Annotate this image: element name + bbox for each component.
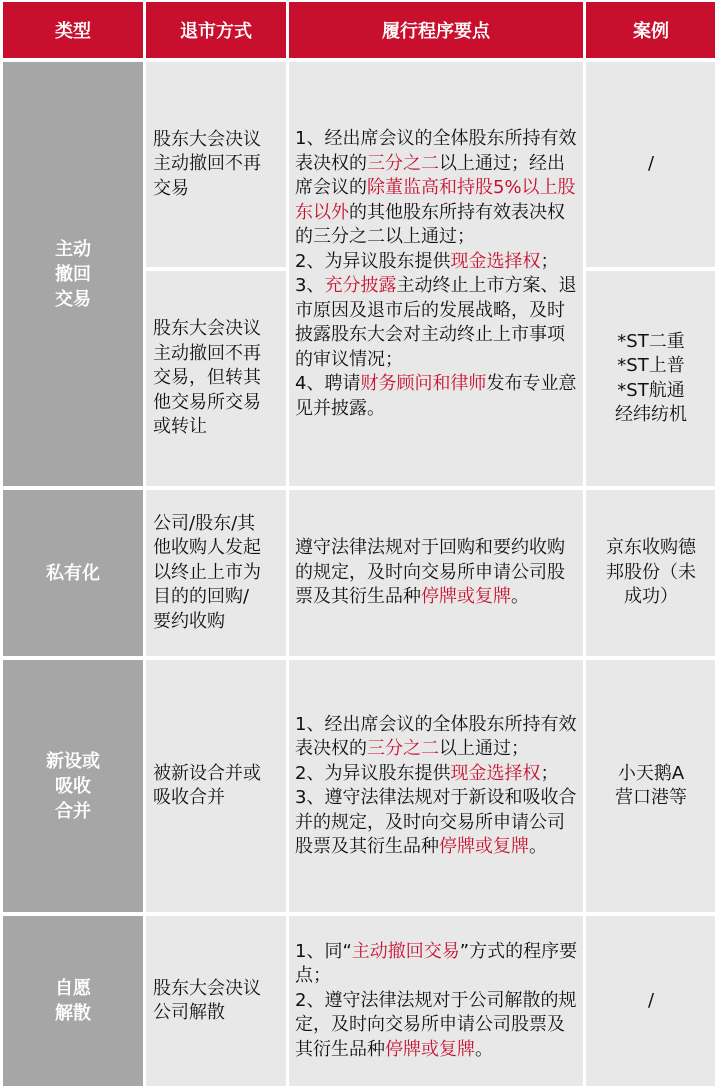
procedure-voluntary-withdrawal [289, 62, 583, 486]
procedure-step-2: 2、遵守法律法规对于公司解散的规定，及时向交易所申请公司股票及其衍生品种停牌或复牌。 [295, 989, 577, 1060]
procedure-step-3: 3、充分披露主动终止上市方案、退市原因及退市后的发展战略，及时披露股东大会对主动终止上市事项的审议情况； [295, 275, 577, 370]
procedure-merger [289, 660, 583, 912]
method-dissolution: 股东大会决议 公司解散 [146, 916, 286, 1086]
method-withdraw-transfer: 股东大会决议 主动撤回不再 交易，但转其 他交易所交易 或转让 [146, 271, 286, 486]
procedure-step-2: 2、为异议股东提供现金选择权； [295, 762, 559, 784]
method-withdraw-no-trade: 股东大会决议 主动撤回不再 交易 [146, 62, 286, 267]
type-privatization: 私有化 [3, 490, 143, 656]
procedure-step-1: 1、同“主动撤回交易”方式的程序要点； [295, 940, 578, 987]
type-voluntary-withdrawal: 主动 撤回 交易 [3, 62, 143, 486]
procedure-step-4: 4、聘请财务顾问和律师发布专业意见并披露。 [295, 373, 577, 419]
header-case: 案例 [586, 2, 715, 58]
case-item: 营口港等 [615, 787, 687, 808]
case-item: *ST上普 [617, 355, 685, 376]
procedure-step-1: 1、经出席会议的全体股东所持有效表决权的三分之二以上通过； [295, 713, 577, 759]
case-item: 经纬纺机 [615, 404, 687, 425]
case-privatization: 京东收购德 邦股份（未 成功） [586, 490, 715, 656]
case-item: *ST二重 [617, 330, 685, 352]
procedure-privatization: 遵守法律法规对于回购和要约收购的规定，及时向交易所申请公司股票及其衍生品种停牌或复牌。 [289, 490, 583, 656]
method-privatization: 公司/股东/其 他收购人发起 以终止上市为 目的的回购/ 要约收购 [146, 490, 286, 656]
procedure-dissolution [289, 916, 583, 1086]
header-procedure: 履行程序要点 [289, 2, 583, 58]
case-item: *ST航通 [617, 379, 685, 401]
case-item: 小天鹅A [617, 762, 685, 784]
procedure-step-2: 2、为异议股东提供现金选择权； [295, 250, 559, 272]
type-voluntary-dissolution: 自愿 解散 [3, 916, 143, 1086]
header-method: 退市方式 [146, 2, 286, 58]
method-merger: 被新设合并或 吸收合并 [146, 660, 286, 912]
case-merger [586, 660, 715, 912]
case-dissolution: / [586, 916, 715, 1086]
case-withdraw-transfer [586, 271, 715, 486]
procedure-step-1: 1、经出席会议的全体股东所持有效表决权的三分之二以上通过；经出席会议的除董监高和持股5%以上股东以外的其他股东所持有效表决权的三分之二以上通过； [295, 128, 577, 247]
header-type: 类型 [3, 2, 143, 58]
procedure-step-3: 3、遵守法律法规对于新设和吸收合并的规定，及时向交易所申请公司股票及其衍生品种停牌或复牌。 [295, 787, 577, 857]
case-withdraw-no-trade: / [586, 62, 715, 267]
type-merger: 新设或 吸收 合并 [3, 660, 143, 912]
